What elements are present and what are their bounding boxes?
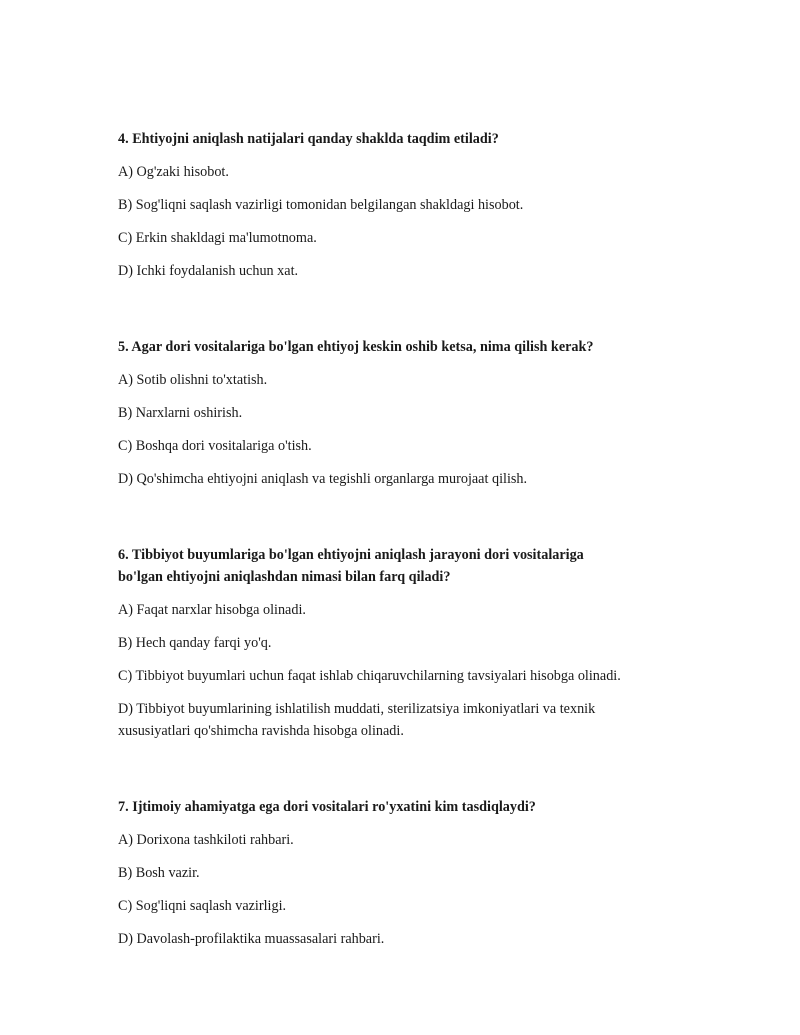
answer-option-b: B) Hech qanday farqi yo'q. — [118, 635, 272, 651]
question-6 — [118, 544, 718, 742]
answer-option-c: C) Tibbiyot buyumlari uchun faqat ishlab chiqaruvchilarning tavsiyalari hisobga olinadi. — [118, 668, 621, 684]
answer-option-b: B) Bosh vazir. — [118, 865, 200, 881]
answer-option-d-line-2: xususiyatlari qo'shimcha ravishda hisobga olinadi. — [118, 723, 404, 739]
question-title: 7. Ijtimoiy ahamiyatga ega dori vositalari ro'yxatini kim tasdiqlaydi? — [118, 799, 536, 815]
question-5 — [118, 336, 718, 490]
answer-option-a: A) Dorixona tashkiloti rahbari. — [118, 832, 294, 848]
question-4 — [118, 128, 718, 282]
document-page — [118, 128, 718, 950]
question-title-line-1: 6. Tibbiyot buyumlariga bo'lgan ehtiyojni aniqlash jarayoni dori vositalariga — [118, 547, 584, 563]
answer-option-a: A) Faqat narxlar hisobga olinadi. — [118, 602, 306, 618]
answer-option-a: A) Sotib olishni to'xtatish. — [118, 372, 268, 388]
answer-option-d: D) Qo'shimcha ehtiyojni aniqlash va tegishli organlarga murojaat qilish. — [118, 471, 528, 487]
question-title: 5. Agar dori vositalariga bo'lgan ehtiyoj keskin oshib ketsa, nima qilish kerak? — [118, 339, 594, 355]
question-title-line-2: bo'lgan ehtiyojni aniqlashdan nimasi bilan farq qiladi? — [118, 569, 451, 585]
answer-option-a: A) Og'zaki hisobot. — [118, 164, 229, 180]
question-7 — [118, 796, 718, 950]
answer-option-b: B) Sog'liqni saqlash vazirligi tomonidan belgilangan shakldagi hisobot. — [118, 197, 524, 213]
answer-option-d: D) Davolash-profilaktika muassasalari rahbari. — [118, 931, 385, 947]
answer-option-b: B) Narxlarni oshirish. — [118, 405, 243, 421]
answer-option-d: D) Ichki foydalanish uchun xat. — [118, 263, 299, 279]
answer-option-c: C) Erkin shakldagi ma'lumotnoma. — [118, 230, 317, 246]
answer-option-d-line-1: D) Tibbiyot buyumlarining ishlatilish muddati, sterilizatsiya imkoniyatlari va texnik — [118, 701, 596, 717]
question-title: 4. Ehtiyojni aniqlash natijalari qanday shaklda taqdim etiladi? — [118, 131, 499, 147]
answer-option-c: C) Boshqa dori vositalariga o'tish. — [118, 438, 312, 454]
answer-option-d — [118, 698, 718, 742]
answer-option-c: C) Sog'liqni saqlash vazirligi. — [118, 898, 287, 914]
question-title — [118, 544, 718, 588]
